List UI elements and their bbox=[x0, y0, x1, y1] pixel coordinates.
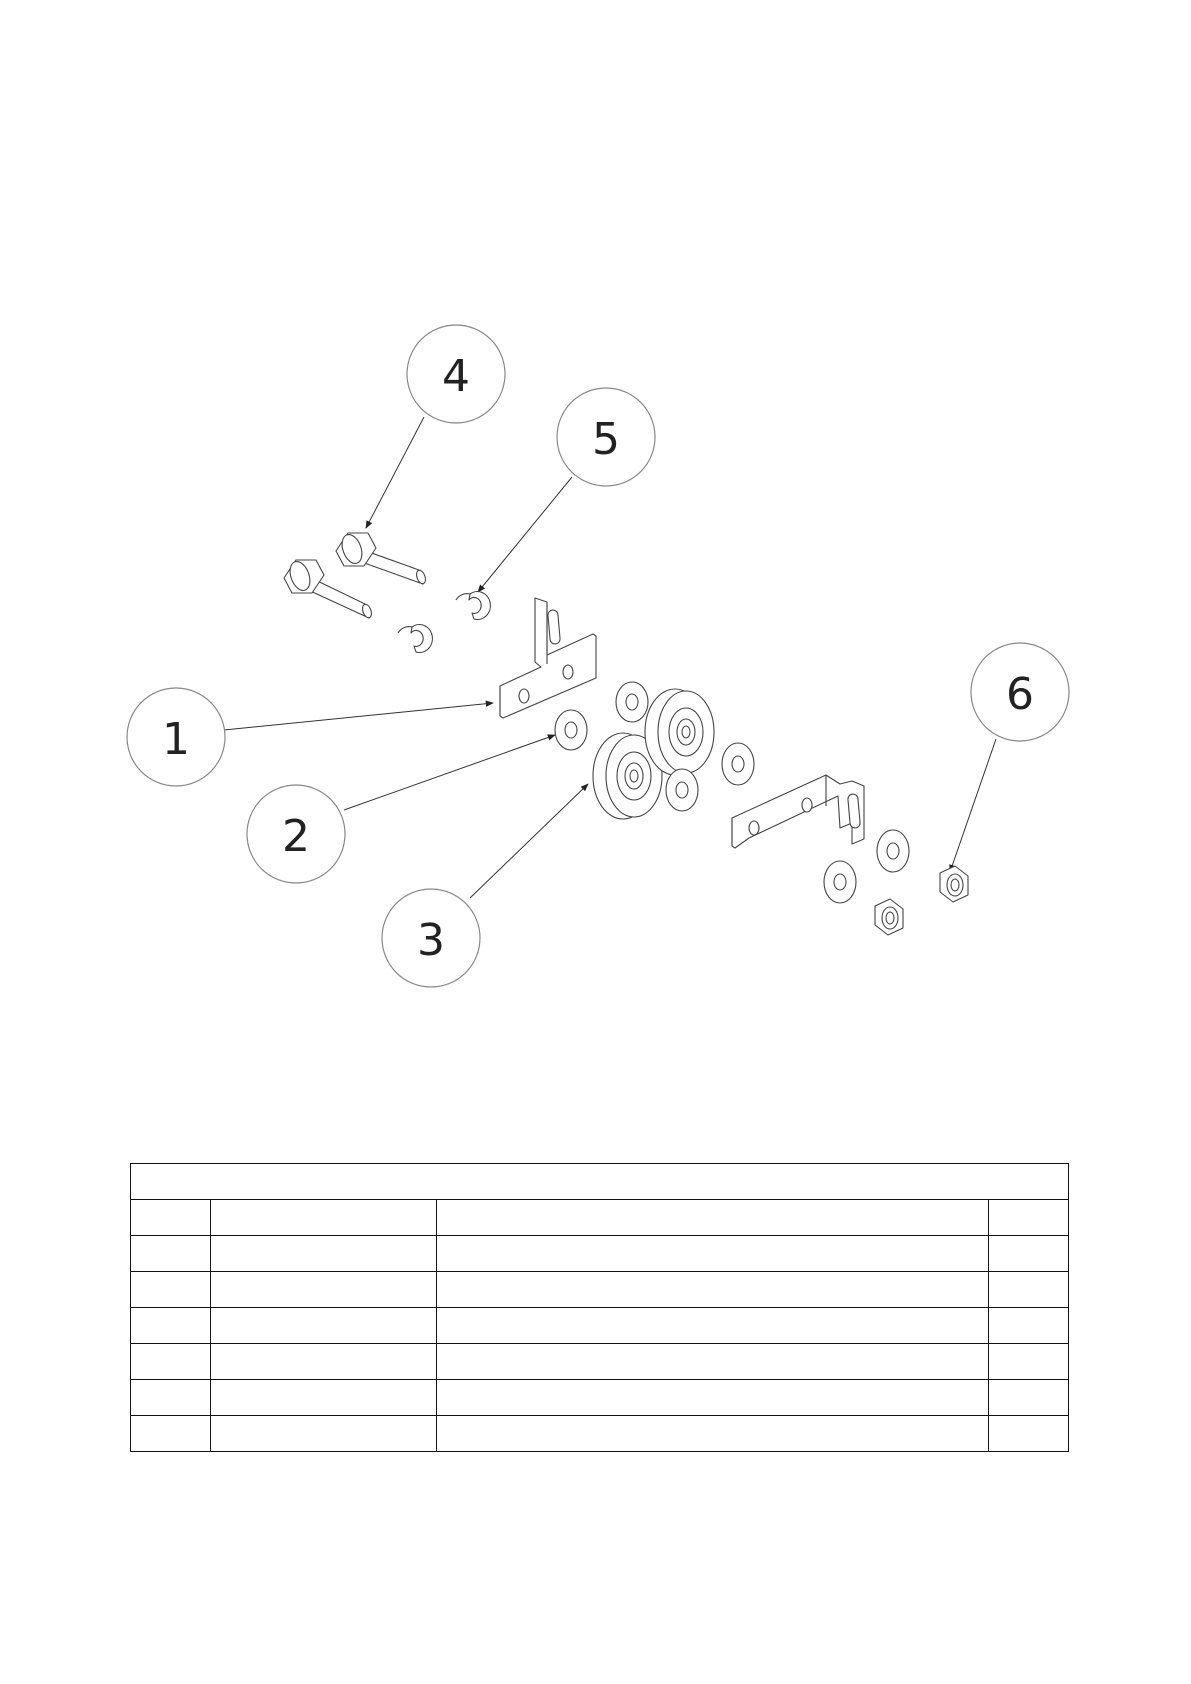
cap-screw-lower bbox=[284, 559, 373, 619]
cell-description bbox=[437, 1272, 989, 1308]
cell-item bbox=[131, 1236, 211, 1272]
e-clip-upper bbox=[456, 591, 490, 619]
table-title-row bbox=[131, 1164, 1069, 1200]
table-row bbox=[131, 1380, 1069, 1416]
balloon-3-label: 3 bbox=[417, 915, 445, 966]
hex-nut-upper bbox=[940, 866, 968, 902]
cell-item bbox=[131, 1344, 211, 1380]
washer-f bbox=[824, 861, 856, 903]
cell-part-number bbox=[211, 1308, 437, 1344]
e-clip-lower bbox=[398, 624, 432, 652]
cell-quantity bbox=[989, 1380, 1069, 1416]
bracket-left bbox=[500, 598, 596, 718]
cell-item bbox=[131, 1308, 211, 1344]
cell-description bbox=[437, 1308, 989, 1344]
cell-quantity bbox=[989, 1308, 1069, 1344]
cell-part-number bbox=[211, 1272, 437, 1308]
cell-part-number bbox=[211, 1380, 437, 1416]
table-row bbox=[131, 1344, 1069, 1380]
table-row bbox=[131, 1236, 1069, 1272]
cell-description bbox=[437, 1416, 989, 1452]
cell-part-number bbox=[211, 1416, 437, 1452]
cell-item bbox=[131, 1272, 211, 1308]
table-row bbox=[131, 1272, 1069, 1308]
balloon-6-label: 6 bbox=[1006, 669, 1034, 720]
washer-e bbox=[877, 830, 909, 872]
leader-4 bbox=[366, 417, 424, 528]
cell-part-number bbox=[211, 1236, 437, 1272]
washer-c bbox=[666, 769, 698, 811]
cell-quantity bbox=[989, 1416, 1069, 1452]
washer-b bbox=[555, 710, 587, 750]
table-row bbox=[131, 1416, 1069, 1452]
leader-5 bbox=[478, 477, 572, 592]
leader-1 bbox=[224, 703, 493, 730]
cell-description bbox=[437, 1200, 989, 1236]
balloon-2-label: 2 bbox=[282, 811, 310, 862]
cell-description bbox=[437, 1236, 989, 1272]
balloon-1-label: 1 bbox=[162, 714, 190, 765]
table-title bbox=[131, 1164, 1069, 1200]
cell-item bbox=[131, 1380, 211, 1416]
hex-nut-lower bbox=[875, 899, 903, 935]
bracket-right bbox=[732, 775, 864, 848]
cell-item bbox=[131, 1200, 211, 1236]
cell-quantity bbox=[989, 1344, 1069, 1380]
balloon-4-label: 4 bbox=[442, 351, 470, 402]
table-row bbox=[131, 1200, 1069, 1236]
washer-d bbox=[722, 743, 754, 785]
cell-part-number bbox=[211, 1200, 437, 1236]
balloon-5-label: 5 bbox=[592, 414, 620, 465]
cell-part-number bbox=[211, 1344, 437, 1380]
cell-description bbox=[437, 1380, 989, 1416]
parts-list-table bbox=[130, 1163, 1069, 1452]
cap-screw-upper bbox=[336, 532, 427, 585]
cell-item bbox=[131, 1416, 211, 1452]
leader-6 bbox=[950, 739, 996, 872]
roller-back bbox=[645, 689, 714, 775]
leader-3 bbox=[470, 784, 588, 898]
cell-quantity bbox=[989, 1272, 1069, 1308]
cell-description bbox=[437, 1344, 989, 1380]
leader-2 bbox=[344, 735, 555, 810]
cell-quantity bbox=[989, 1200, 1069, 1236]
cell-quantity bbox=[989, 1236, 1069, 1272]
washer-a bbox=[616, 682, 648, 722]
table-row bbox=[131, 1308, 1069, 1344]
